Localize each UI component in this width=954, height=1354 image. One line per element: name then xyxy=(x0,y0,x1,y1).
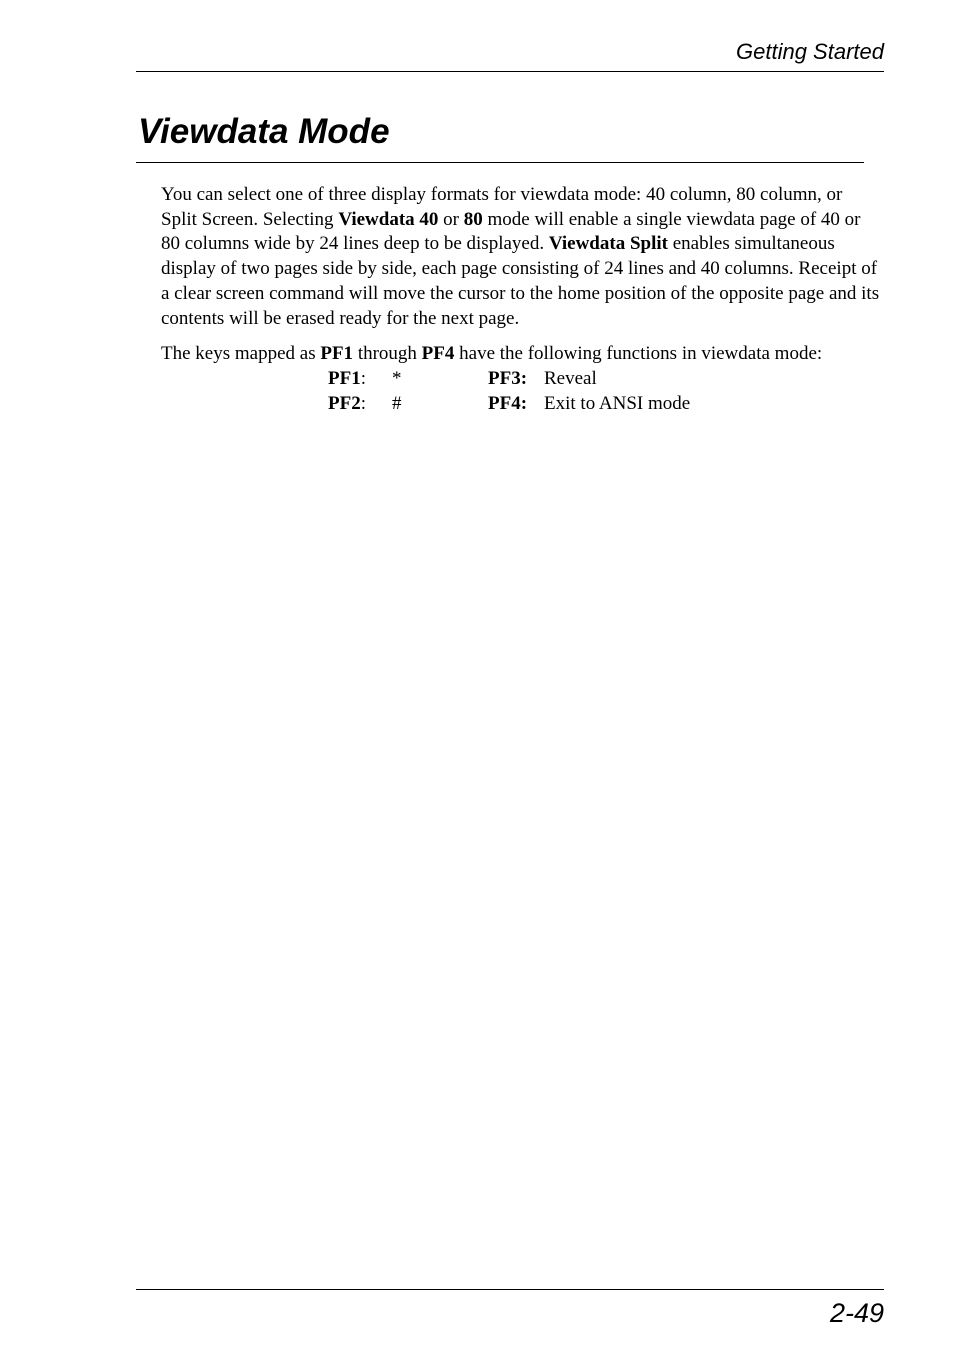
pf-key-cell xyxy=(488,392,544,417)
title-rule xyxy=(136,162,864,163)
pf-key-label: PF3: xyxy=(488,367,528,389)
pf-value-cell: Exit to ANSI mode xyxy=(544,392,691,414)
bold-term-viewdata-split: Viewdata Split xyxy=(548,233,668,255)
text-run: The keys mapped as xyxy=(161,343,321,365)
bold-term-80: 80 xyxy=(463,208,483,230)
pf-key-cell xyxy=(328,392,392,417)
pf-value-cell: * xyxy=(392,367,402,389)
paragraph-display-formats xyxy=(161,183,881,331)
bold-term-pf4: PF4 xyxy=(421,343,455,365)
running-header: Getting Started xyxy=(736,39,884,64)
paragraph-pf-keys xyxy=(161,342,881,367)
footer-rule xyxy=(136,1289,884,1290)
pf-key-row xyxy=(328,392,690,417)
text-run: through xyxy=(353,343,422,365)
pf-key-label: PF2 xyxy=(328,392,361,414)
pf-key-row xyxy=(328,367,690,392)
text-run: You can select one of three display formats for viewdata mode: 40 column, 80 column, or Split Screen. Selecting xyxy=(161,184,843,230)
section-title: Viewdata Mode xyxy=(138,112,390,151)
text-run: mode will enable a single viewdata page of 40 or 80 columns wide by 24 lines deep to be displayed. xyxy=(161,208,861,255)
text-run: have the following functions in viewdata mode: xyxy=(454,343,823,365)
pf-value-cell: # xyxy=(392,392,402,414)
pf-value-cell: Reveal xyxy=(544,367,597,389)
header-rule xyxy=(136,71,884,72)
bold-term-pf1: PF1 xyxy=(320,343,354,365)
pf-key-cell xyxy=(488,367,544,392)
bold-term-viewdata-40: Viewdata 40 xyxy=(338,208,439,230)
pf-key-table xyxy=(328,367,690,416)
page-number: 2-49 xyxy=(829,1298,884,1328)
pf-key-cell xyxy=(328,367,392,392)
text-run: enables simultaneous display of two pages side by side, each page consisting of 24 lines and 40 columns. Receipt of a clear screen command will move the cursor to the home position of the opposite page and its contents will be erased ready for the next page. xyxy=(161,233,880,329)
pf-key-label: PF1 xyxy=(328,367,361,389)
body-text xyxy=(161,183,881,416)
text-run: or xyxy=(438,208,464,230)
pf-key-separator: : xyxy=(360,392,366,414)
pf-key-separator: : xyxy=(360,367,366,389)
pf-key-label: PF4: xyxy=(488,392,528,414)
